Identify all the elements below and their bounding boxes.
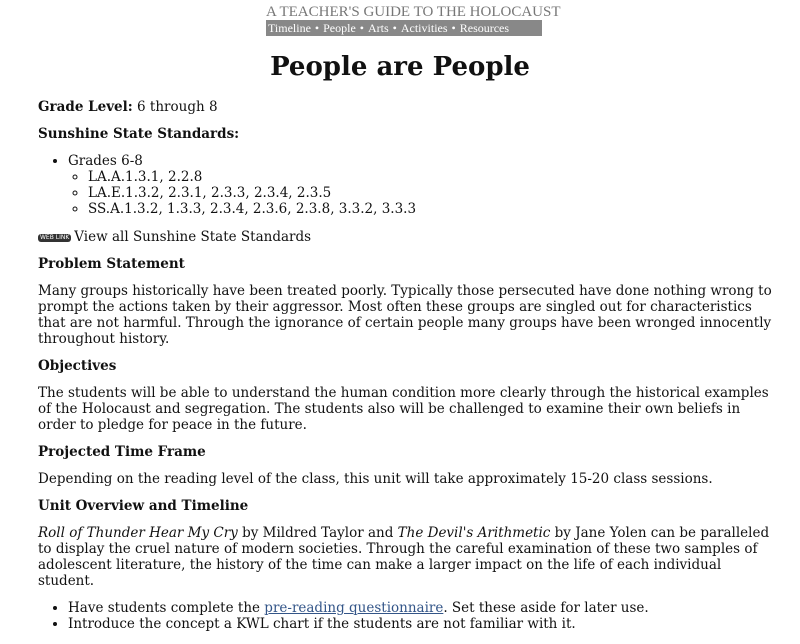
standards-group [68, 153, 778, 217]
view-all-standards-row [38, 229, 778, 245]
step-text: Have students complete the [68, 600, 265, 616]
view-all-standards-link[interactable]: View all Sunshine State Standards [74, 229, 312, 245]
nav-people[interactable]: People [323, 21, 356, 35]
lesson-content [38, 99, 778, 644]
nav-separator: • [314, 21, 320, 35]
step-item [68, 600, 778, 616]
time-text: Depending on the reading level of the class, this unit will take approximately 15-20 class sessions. [38, 471, 713, 487]
nav-arts[interactable]: Arts [367, 21, 389, 35]
nav-activities[interactable]: Activities [400, 21, 448, 35]
page-title: People are People [270, 52, 530, 82]
grade-label: Grade Level: [38, 99, 133, 115]
group-label: Grades 6-8 [68, 153, 143, 169]
step-text: Introduce the concept a KWL chart if the students are not familiar with it. [68, 616, 576, 632]
standards-list [38, 153, 778, 217]
standard-item: ◦ LA.A.1.3.1, 2.2.8 [88, 169, 778, 185]
nav-separator: • [451, 21, 456, 35]
objectives-text: The students will be able to understand the human condition more clearly through the historical examples of the Holocaust and segregation. The students also will be challenged to examine their own beliefs in order to pledge for peace in the future. [38, 385, 769, 433]
pre-reading-questionnaire-link[interactable]: pre-reading questionnaire [264, 600, 444, 616]
overview-text-part: by Mildred Taylor and [237, 525, 398, 541]
grade-level [38, 99, 778, 115]
overview-text [38, 525, 778, 589]
book-title: The Devil's Arithmetic [397, 525, 551, 541]
grade-value: 6 through 8 [137, 99, 218, 115]
site-title[interactable]: A TEACHER'S GUIDE TO THE HOLOCAUST [266, 4, 561, 20]
nav-separator: • [392, 21, 397, 35]
site-nav [266, 20, 542, 36]
standard-item: ◦ SS.A.1.3.2, 1.3.3, 2.3.4, 2.3.6, 2.3.8, 3.3.2, 3.3.3 [88, 201, 778, 217]
nav-timeline[interactable]: Timeline [268, 21, 311, 35]
site-banner [266, 4, 561, 36]
step-item [68, 616, 778, 632]
standard-item: ◦ LA.E.1.3.2, 2.3.1, 2.3.3, 2.3.4, 2.3.5 [88, 185, 778, 201]
objectives-heading: Objectives [38, 358, 117, 374]
problem-heading: Problem Statement [38, 256, 185, 272]
nav-separator: • [359, 21, 364, 35]
steps-list [38, 600, 778, 632]
standards-heading: Sunshine State Standards: [38, 126, 240, 142]
overview-text-part: by Jane Yolen can be paralleled to display the cruel nature of modern societies. Through the careful examination of these two samples of adolescent literature, the history of the time can make a larger impact on the life of each individual student. [38, 525, 770, 589]
problem-text: Many groups historically have been treated poorly. Typically those persecuted have done nothing wrong to prompt the actions taken by their aggressor. Most often these groups are singled out for characteristics that are not harmful. Through the ignorance of certain people many groups have been wronged innocently throughout history. [38, 283, 772, 347]
step-text: . Set these aside for later use. [443, 600, 649, 616]
book-title: Roll of Thunder Hear My Cry [38, 525, 238, 541]
nav-resources[interactable]: Resources [459, 21, 510, 35]
overview-heading: Unit Overview and Timeline [38, 498, 249, 514]
web-link-icon: WEB LINK [40, 233, 70, 241]
time-heading: Projected Time Frame [38, 444, 206, 460]
